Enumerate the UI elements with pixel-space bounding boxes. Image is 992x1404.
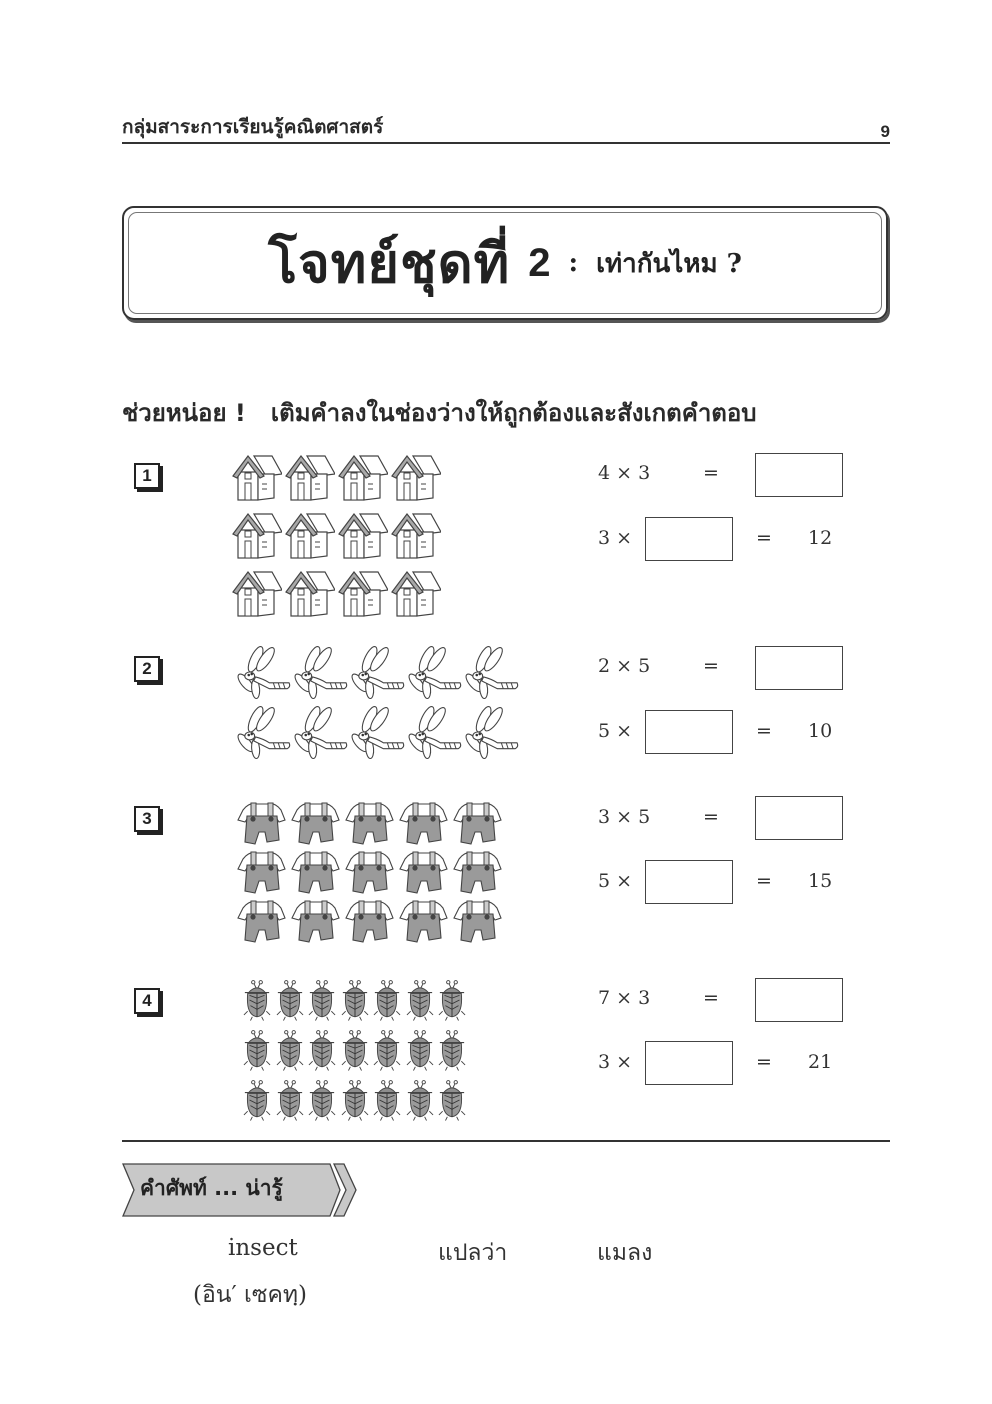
- house-icon: [230, 505, 282, 563]
- problem-number-badge: 4: [134, 988, 160, 1014]
- overalls-icon: [450, 847, 504, 896]
- section-divider: [122, 1140, 890, 1142]
- title-subtitle: เท่ากันไหม ?: [596, 248, 742, 279]
- beetle-icon: [241, 1075, 274, 1125]
- beetle-icon: [371, 1025, 404, 1075]
- overalls-icon: [342, 847, 396, 896]
- equals-sign: =: [756, 720, 772, 742]
- dragonfly-icon: [234, 703, 291, 763]
- overalls-icon: [396, 896, 450, 945]
- beetle-icon: [306, 975, 339, 1025]
- equals-sign: =: [756, 1051, 772, 1073]
- equation-2-left: 5 ×: [598, 720, 633, 742]
- overalls-icon: [288, 847, 342, 896]
- beetle-icon: [436, 975, 469, 1025]
- beetle-icon: [274, 975, 307, 1025]
- beetle-icon: [339, 975, 372, 1025]
- title-main: โจทย์ชุดที่: [268, 231, 511, 295]
- dragonfly-icon: [348, 643, 405, 703]
- beetle-icon: [274, 1075, 307, 1125]
- beetle-icon: [436, 1075, 469, 1125]
- dragonfly-icon: [291, 703, 348, 763]
- beetle-icon: [404, 1025, 437, 1075]
- dragonfly-icon: [234, 643, 291, 703]
- dragonfly-icon: [405, 643, 462, 703]
- overalls-icon: [342, 798, 396, 847]
- overalls-icon: [288, 896, 342, 945]
- answer-box-factor[interactable]: [645, 517, 733, 561]
- vocabulary-meaning: แมลง: [597, 1240, 653, 1266]
- equation-1-left: 2 × 5: [598, 655, 651, 677]
- vocabulary-pronunciation: (อิน′ เซคทฺ): [193, 1282, 308, 1308]
- problem-1-illustration: [230, 447, 441, 621]
- equation-2-left: 5 ×: [598, 870, 633, 892]
- equals-sign: =: [756, 870, 772, 892]
- equation-1-left: 3 × 5: [598, 806, 651, 828]
- beetle-icon: [306, 1075, 339, 1125]
- beetle-icon: [339, 1025, 372, 1075]
- equals-sign: =: [703, 462, 719, 484]
- dragonfly-icon: [462, 703, 519, 763]
- equation-2-result: 10: [808, 720, 833, 742]
- house-icon: [283, 447, 335, 505]
- beetle-icon: [404, 1075, 437, 1125]
- problem-number-badge: 2: [134, 656, 160, 682]
- equation-2-result: 15: [808, 870, 833, 892]
- equation-2-result: 12: [808, 527, 833, 549]
- header-divider: [122, 142, 890, 144]
- equation-1-left: 7 × 3: [598, 987, 651, 1009]
- house-icon: [336, 563, 388, 621]
- translates-as-label: แปลว่า: [438, 1240, 508, 1266]
- equation-2-left: 3 ×: [598, 527, 633, 549]
- beetle-icon: [404, 975, 437, 1025]
- problem-4-illustration: [241, 975, 469, 1125]
- house-icon: [283, 505, 335, 563]
- instruction-text: ช่วยหน่อย ! เติมคำลงในช่องว่างให้ถูกต้องและสังเกตคำตอบ: [122, 399, 757, 427]
- beetle-icon: [306, 1025, 339, 1075]
- running-header: [122, 112, 890, 142]
- dragonfly-icon: [405, 703, 462, 763]
- title-separator: :: [568, 248, 579, 278]
- answer-box-factor[interactable]: [645, 1041, 733, 1085]
- overalls-icon: [342, 896, 396, 945]
- problem-number-badge: 3: [134, 806, 160, 832]
- overalls-icon: [396, 847, 450, 896]
- overalls-icon: [234, 798, 288, 847]
- overalls-icon: [450, 896, 504, 945]
- beetle-icon: [371, 975, 404, 1025]
- title-box: [122, 206, 888, 320]
- title-set-number: 2: [528, 240, 551, 285]
- equation-2-result: 21: [808, 1051, 833, 1073]
- answer-box-factor[interactable]: [645, 860, 733, 904]
- equals-sign: =: [703, 655, 719, 677]
- equals-sign: =: [756, 527, 772, 549]
- problem-2-illustration: [234, 643, 519, 763]
- overalls-icon: [450, 798, 504, 847]
- overalls-icon: [396, 798, 450, 847]
- dragonfly-icon: [462, 643, 519, 703]
- house-icon: [389, 447, 441, 505]
- subject-title: กลุ่มสาระการเรียนรู้คณิตศาสตร์: [122, 116, 384, 138]
- page-number: 9: [880, 122, 890, 141]
- beetle-icon: [241, 1025, 274, 1075]
- house-icon: [389, 563, 441, 621]
- beetle-icon: [241, 975, 274, 1025]
- house-icon: [230, 563, 282, 621]
- problem-number-badge: 1: [134, 463, 160, 489]
- answer-box-product[interactable]: [755, 796, 843, 840]
- problem-3-illustration: [234, 798, 504, 945]
- overalls-icon: [234, 847, 288, 896]
- answer-box-product[interactable]: [755, 646, 843, 690]
- answer-box-product[interactable]: [755, 453, 843, 497]
- beetle-icon: [371, 1075, 404, 1125]
- vocabulary-word: insect: [228, 1235, 298, 1261]
- vocabulary-heading: คำศัพท์ ... น่ารู้: [140, 1176, 283, 1200]
- overalls-icon: [234, 896, 288, 945]
- house-icon: [283, 563, 335, 621]
- beetle-icon: [436, 1025, 469, 1075]
- house-icon: [336, 447, 388, 505]
- beetle-icon: [339, 1075, 372, 1125]
- house-icon: [336, 505, 388, 563]
- dragonfly-icon: [291, 643, 348, 703]
- equation-1-left: 4 × 3: [598, 462, 651, 484]
- answer-box-factor[interactable]: [645, 710, 733, 754]
- house-icon: [389, 505, 441, 563]
- dragonfly-icon: [348, 703, 405, 763]
- equation-2-left: 3 ×: [598, 1051, 633, 1073]
- overalls-icon: [288, 798, 342, 847]
- answer-box-product[interactable]: [755, 978, 843, 1022]
- house-icon: [230, 447, 282, 505]
- beetle-icon: [274, 1025, 307, 1075]
- equals-sign: =: [703, 987, 719, 1009]
- equals-sign: =: [703, 806, 719, 828]
